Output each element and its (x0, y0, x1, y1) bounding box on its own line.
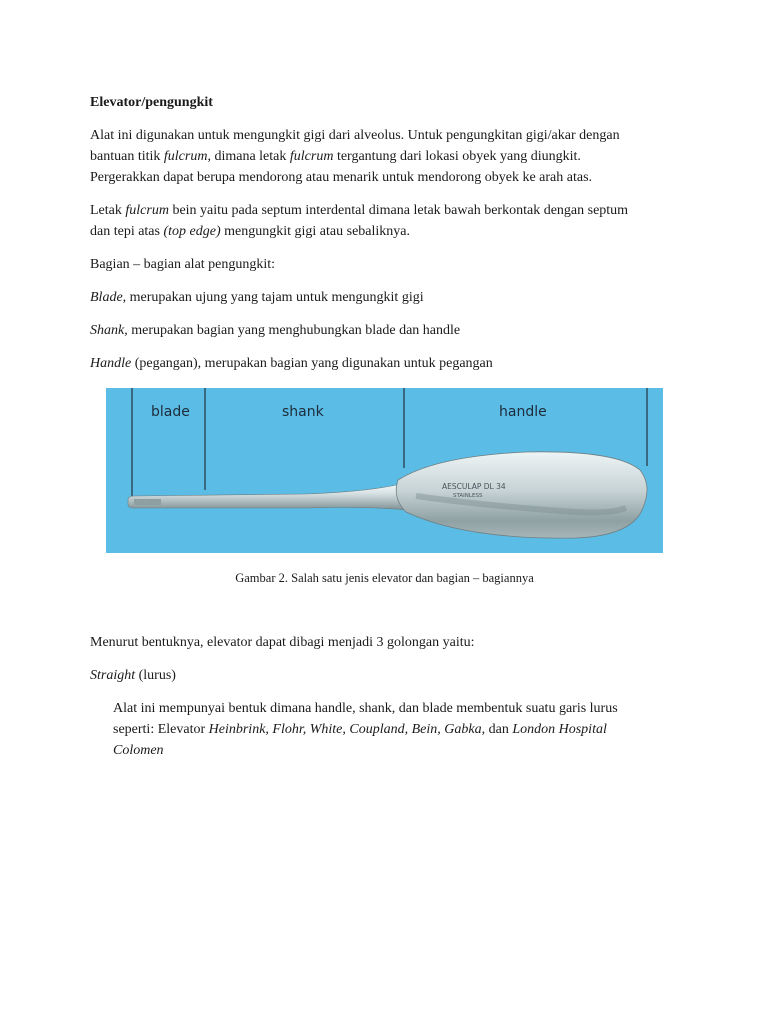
paragraph-line: Alat ini mempunyai bentuk dimana handle, shank, dan blade membentuk suatu garis lurus (113, 701, 618, 716)
term-top-edge: (top edge) (163, 224, 221, 239)
text-span: bantuan titik (90, 149, 164, 164)
handle-shape (396, 452, 647, 538)
text-span: mengungkit gigi atau sebaliknya. (220, 224, 410, 239)
text-span: , merupakan bagian yang menghubungkan blade dan handle (124, 323, 461, 338)
term-fulcrum: fulcrum (289, 149, 334, 164)
term-straight: Straight (90, 668, 136, 683)
paragraph-line (90, 221, 690, 242)
paragraph-line (113, 740, 690, 761)
paragraph-line (90, 146, 690, 167)
paragraph-line (90, 200, 690, 221)
text-span: tergantung dari lokasi obyek yang diungkit. (333, 149, 581, 164)
paragraph-line: Pergerakkan dapat berupa mendorong atau menarik untuk mendorong obyek ke arah atas. (90, 170, 593, 185)
parts-heading: Bagian – bagian alat pengungkit: (90, 257, 276, 272)
term-blade: Blade (90, 290, 123, 305)
paragraph-line (113, 719, 690, 740)
document-body (90, 92, 690, 386)
straight-heading (90, 665, 690, 686)
figure-caption: Gambar 2. Salah satu jenis elevator dan bagian – bagiannya (235, 571, 534, 585)
term-shank: Shank (90, 323, 125, 338)
engraving-brand: AESCULAP DL 34 (442, 482, 506, 491)
text-span: dan tepi atas (90, 224, 164, 239)
text-span: seperti: Elevator (113, 722, 209, 737)
text-span: Letak (90, 203, 126, 218)
text-span: , merupakan ujung yang tajam untuk mengungkit gigi (122, 290, 424, 305)
paragraph-fulcrum (90, 200, 690, 242)
elevator-name-london: London Hospital (512, 722, 607, 737)
label-blade: blade (151, 404, 190, 420)
elevator-names: Heinbrink, Flohr, White, Coupland, Bein, Gabka (208, 722, 482, 737)
label-handle: handle (499, 404, 547, 420)
straight-description (113, 698, 690, 761)
text-span: , dan (481, 722, 513, 737)
classification-section (90, 632, 690, 761)
term-handle: Handle (90, 356, 132, 371)
paragraph-line: Alat ini digunakan untuk mengungkit gigi dari alveolus. Untuk pengungkitan gigi/akar dengan (90, 128, 620, 143)
term-fulcrum: fulcrum (125, 203, 169, 218)
shank-definition (90, 320, 690, 341)
text-span: (lurus) (135, 668, 176, 683)
elevator-name-colomen: Colomen (113, 743, 164, 758)
engraving-steel: STAINLESS (453, 493, 483, 499)
blade-groove (134, 499, 161, 505)
text-span: , dimana letak (207, 149, 290, 164)
blade-definition (90, 287, 690, 308)
handle-definition (90, 353, 690, 374)
paragraph-intro (90, 125, 690, 188)
section-title: Elevator/pengungkit (90, 95, 213, 110)
term-fulcrum: fulcrum (163, 149, 208, 164)
classification-intro: Menurut bentuknya, elevator dapat dibagi menjadi 3 golongan yaitu: (90, 635, 475, 650)
elevator-figure (106, 388, 663, 553)
label-shank: shank (282, 404, 324, 420)
text-span: bein yaitu pada septum interdental dimana letak bawah berkontak dengan septum (168, 203, 629, 218)
text-span: (pegangan), merupakan bagian yang digunakan untuk pegangan (131, 356, 493, 371)
blade-and-shank (128, 484, 406, 510)
